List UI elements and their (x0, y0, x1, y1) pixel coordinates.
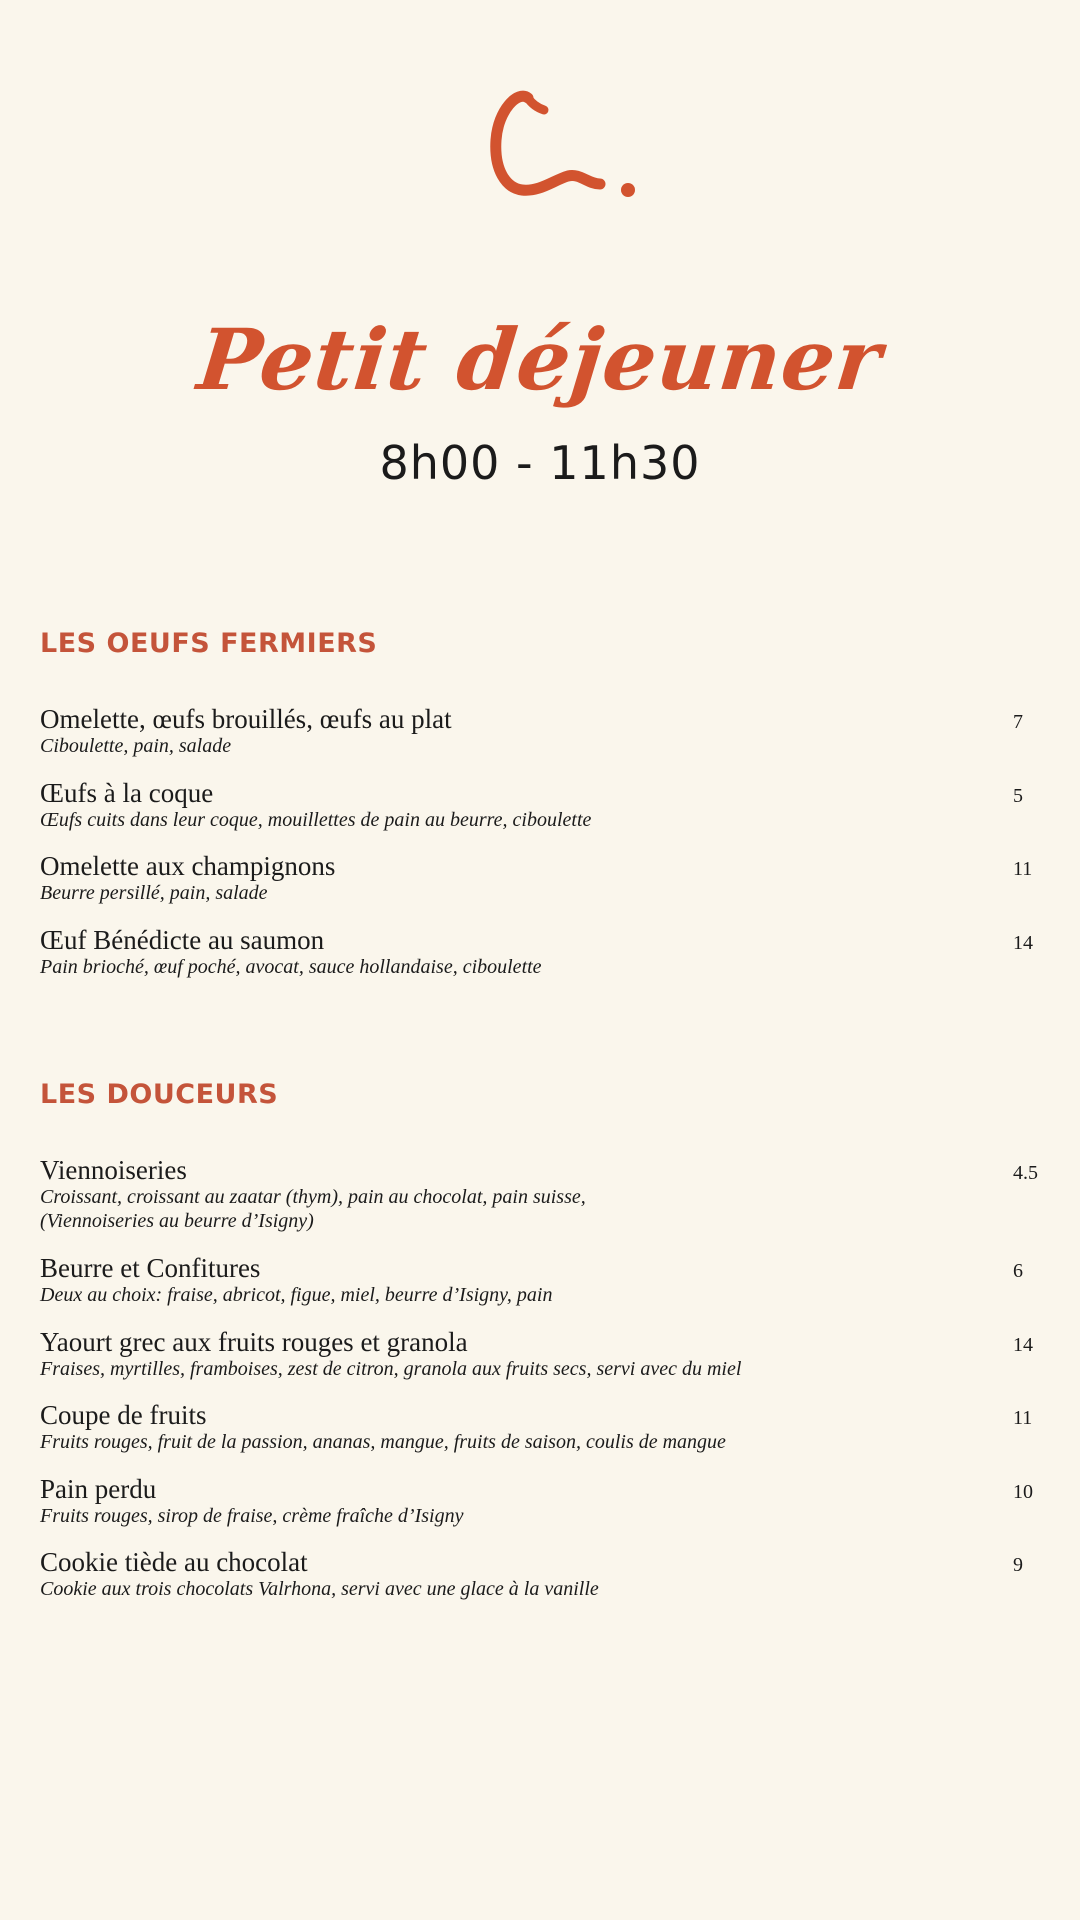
menu-item-name: Œufs à la coque (40, 778, 214, 808)
menu-item-description: Ciboulette, pain, salade (40, 735, 232, 757)
menu-item-price: 9 (1013, 1554, 1023, 1576)
menu-item (40, 851, 1040, 905)
menu-item (40, 925, 1040, 979)
menu-item-price: 11 (1013, 858, 1033, 880)
menu-item-price: 5 (1013, 785, 1023, 807)
menu-item (40, 1400, 1040, 1454)
menu-item (40, 1547, 1040, 1601)
menu-item-price: 11 (1013, 1407, 1033, 1429)
menu-item-name: Beurre et Confitures (40, 1253, 261, 1283)
menu-item-description: Œufs cuits dans leur coque, mouillettes de pain au beurre, ciboulette (40, 809, 592, 831)
menu-item-description-note: (Viennoiseries au beurre d’Isigny) (40, 1210, 314, 1232)
menu-item-price: 4.5 (1013, 1162, 1038, 1184)
menu-item-name: Pain perdu (40, 1474, 157, 1504)
menu-item-description: Fruits rouges, fruit de la passion, ananas, mangue, fruits de saison, coulis de mangue (40, 1431, 726, 1453)
menu-item (40, 1253, 1040, 1307)
logo (488, 80, 638, 210)
menu-item (40, 778, 1040, 832)
opening-hours: 8h00 - 11h30 (379, 436, 701, 490)
menu-item (40, 1327, 1040, 1381)
menu-item-name: Coupe de fruits (40, 1400, 207, 1430)
menu-item-name: Viennoiseries (40, 1155, 187, 1185)
section-heading-douceurs: LES DOUCEURS (40, 1079, 279, 1110)
menu-item-description: Croissant, croissant au zaatar (thym), pain au chocolat, pain suisse, (40, 1186, 586, 1208)
menu-item-name: Œuf Bénédicte au saumon (40, 925, 325, 955)
menu-item (40, 1474, 1040, 1528)
menu-item-name: Cookie tiède au chocolat (40, 1547, 308, 1577)
menu-item-description: Beurre persillé, pain, salade (40, 882, 268, 904)
menu-item-price: 7 (1013, 711, 1023, 733)
page-title: Petit déjeuner (193, 310, 887, 409)
menu-item-description: Cookie aux trois chocolats Valrhona, servi avec une glace à la vanille (40, 1578, 599, 1600)
menu-item-name: Omelette, œufs brouillés, œufs au plat (40, 704, 452, 734)
menu-item-description: Fraises, myrtilles, framboises, zest de citron, granola aux fruits secs, servi avec du miel (40, 1358, 742, 1380)
menu-item-description: Pain brioché, œuf poché, avocat, sauce hollandaise, ciboulette (40, 956, 542, 978)
menu-item-price: 10 (1013, 1481, 1033, 1503)
menu-item-name: Yaourt grec aux fruits rouges et granola (40, 1327, 468, 1357)
menu-item (40, 1155, 1040, 1233)
section-heading-oeufs: LES OEUFS FERMIERS (40, 628, 378, 659)
menu-item-name: Omelette aux champignons (40, 851, 336, 881)
menu-item-description: Deux au choix: fraise, abricot, figue, miel, beurre d’Isigny, pain (40, 1284, 553, 1306)
c-logo-icon (488, 80, 638, 210)
menu-item-price: 14 (1013, 932, 1033, 954)
menu-item (40, 704, 1040, 758)
menu-item-description: Fruits rouges, sirop de fraise, crème fraîche d’Isigny (40, 1505, 464, 1527)
menu-item-price: 6 (1013, 1260, 1023, 1282)
menu-item-price: 14 (1013, 1334, 1033, 1356)
